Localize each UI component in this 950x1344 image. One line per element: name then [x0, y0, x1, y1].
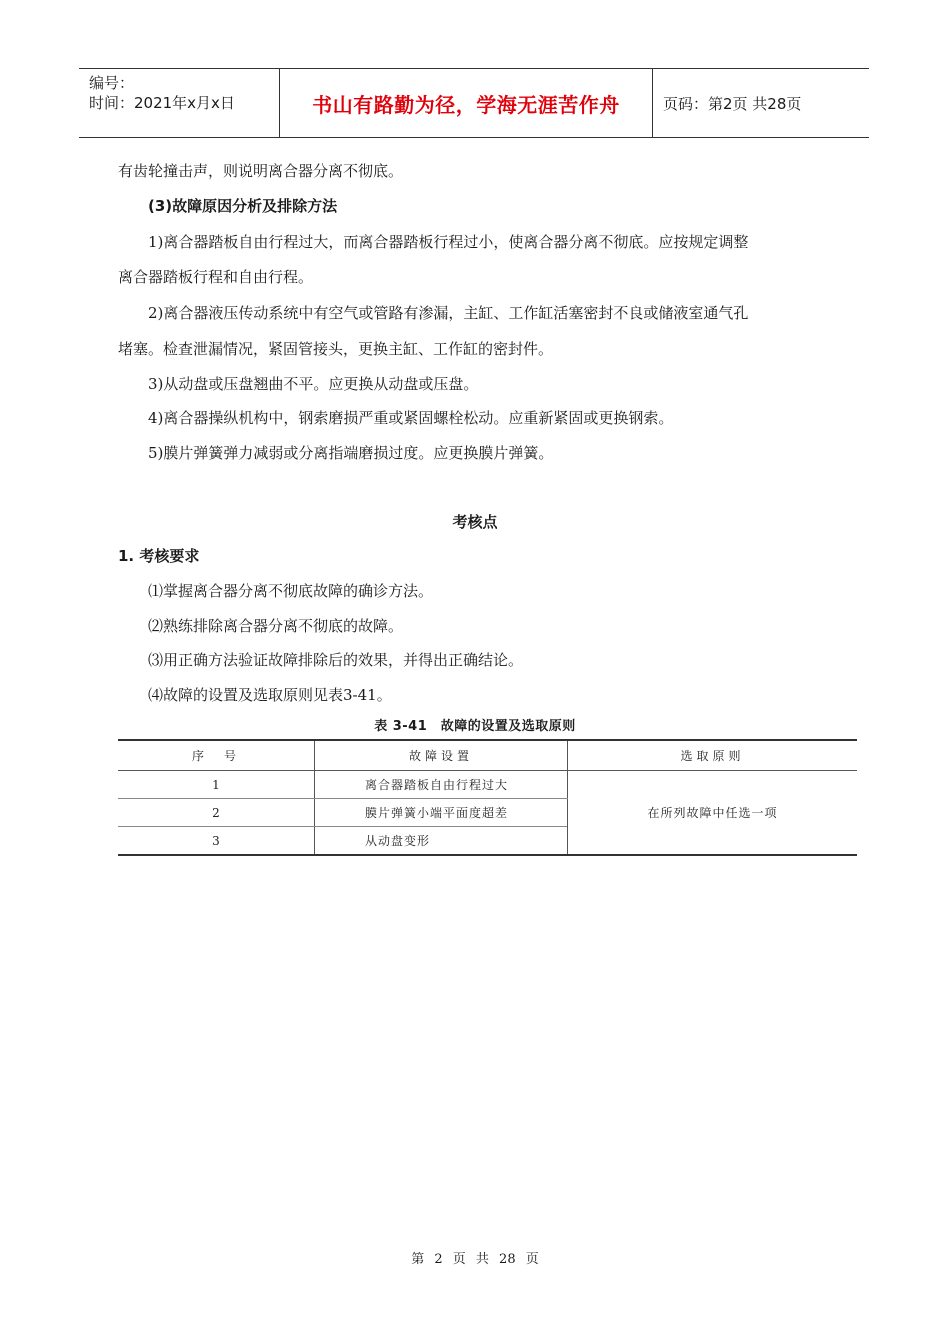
text-continued: 有齿轮撞击声，则说明离合器分离不彻底。: [118, 162, 404, 180]
page-header: [79, 68, 869, 138]
row-fault: 从动盘变形: [315, 827, 568, 856]
assessment-title: 考核点: [452, 513, 498, 531]
number-label: 编号：: [89, 74, 135, 92]
table-header-row: [118, 740, 857, 771]
table-row: [118, 771, 857, 799]
header-fault: 故障设置: [315, 740, 568, 771]
header-page-info: 页码：第2页 共28页: [663, 94, 802, 113]
header-motto: 书山有路勤为径，学海无涯苦作舟: [280, 69, 653, 137]
item2-line1: 2)离合器液压传动系统中有空气或管路有渗漏，主缸、工作缸活塞密封不良或储液室通气孔: [148, 304, 749, 322]
requirement-3: ⑶用正确方法验证故障排除后的效果，并得出正确结论。: [148, 651, 524, 669]
row-no: 2: [118, 799, 315, 827]
item1-line1: 1)离合器踏板自由行程过大，而离合器踏板行程过小，使离合器分离不彻底。应按规定调整: [148, 233, 749, 251]
time-label: 时间：2021年x月x日: [89, 94, 235, 112]
requirements-title: 1. 考核要求: [118, 547, 200, 565]
item3: 3)从动盘或压盘翘曲不平。应更换从动盘或压盘。: [148, 375, 479, 393]
item5: 5)膜片弹簧弹力减弱或分离指端磨损过度。应更换膜片弹簧。: [148, 444, 554, 462]
requirement-4: ⑷故障的设置及选取原则见表3-41。: [148, 686, 392, 704]
row-no: 1: [118, 771, 315, 799]
fault-table: [118, 739, 857, 856]
row-fault: 膜片弹簧小端平面度超差: [315, 799, 568, 827]
selection-principle: 在所列故障中任选一项: [568, 771, 858, 856]
header-meta: [79, 69, 280, 137]
table-title: 表 3-41 故障的设置及选取原则: [374, 719, 576, 734]
header-principle: 选取原则: [568, 740, 858, 771]
requirement-1: ⑴掌握离合器分离不彻底故障的确诊方法。: [148, 582, 434, 600]
row-no: 3: [118, 827, 315, 856]
item1-line2: 离合器踏板行程和自由行程。: [118, 268, 314, 286]
item2-line2: 堵塞。检查泄漏情况，紧固管接头，更换主缸、工作缸的密封件。: [118, 340, 554, 358]
row-fault: 离合器踏板自由行程过大: [315, 771, 568, 799]
requirement-2: ⑵熟练排除离合器分离不彻底的故障。: [148, 617, 404, 635]
header-no: 序 号: [118, 740, 315, 771]
page-footer: 第 2 页 共 28 页: [411, 1252, 539, 1267]
item4: 4)离合器操纵机构中，钢索磨损严重或紧固螺栓松动。应重新紧固或更换钢索。: [148, 409, 674, 427]
section3-title: (3)故障原因分析及排除方法: [148, 197, 338, 215]
